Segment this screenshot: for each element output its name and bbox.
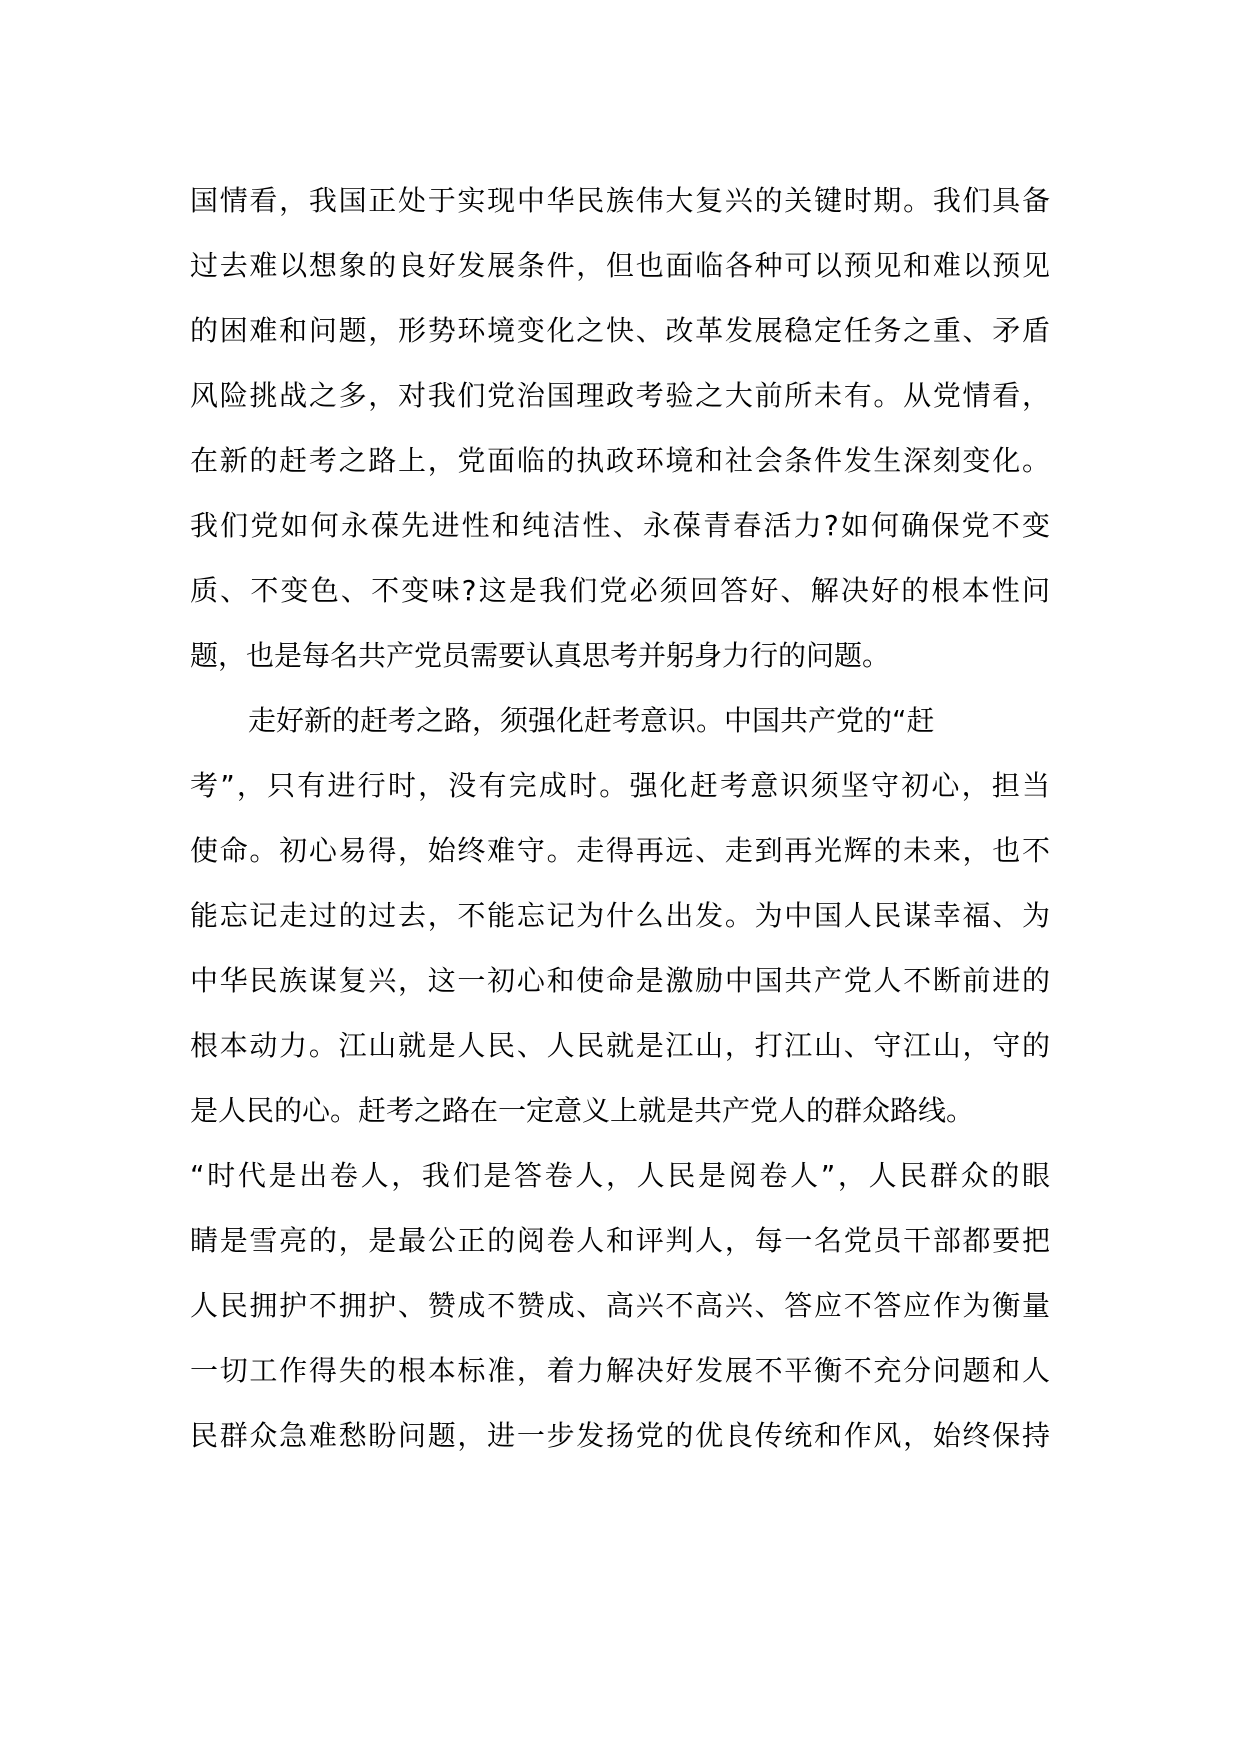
text-line: 使命。初心易得，始终难守。走得再远、走到再光辉的未来，也不: [190, 834, 1050, 867]
text-line: 国情看，我国正处于实现中华民族伟大复兴的关键时期。我们具备: [190, 184, 1050, 217]
text-line: 的困难和问题，形势环境变化之快、改革发展稳定任务之重、矛盾: [190, 314, 1050, 347]
text-line: 在新的赶考之路上，党面临的执政环境和社会条件发生深刻变化。: [190, 444, 1050, 477]
text-line: 能忘记走过的过去，不能忘记为什么出发。为中国人民谋幸福、为: [190, 899, 1050, 932]
text-line: 人民拥护不拥护、赞成不赞成、高兴不高兴、答应不答应作为衡量: [190, 1289, 1050, 1322]
text-line: 根本动力。江山就是人民、人民就是江山，打江山、守江山，守的: [190, 1029, 1050, 1062]
text-line: 睛是雪亮的，是最公正的阅卷人和评判人，每一名党员干部都要把: [190, 1224, 1050, 1257]
text-line: 考”，只有进行时，没有完成时。强化赶考意识须坚守初心，担当: [190, 769, 1050, 802]
paragraph-start-line: 走好新的赶考之路，须强化赶考意识。中国共产党的“赶: [248, 704, 935, 737]
text-line: “时代是出卷人，我们是答卷人，人民是阅卷人”，人民群众的眼: [190, 1159, 1050, 1192]
body-text: [190, 168, 1050, 1468]
text-line: 一切工作得失的根本标准，着力解决好发展不平衡不充分问题和人: [190, 1354, 1050, 1387]
text-line: 民群众急难愁盼问题，进一步发扬党的优良传统和作风，始终保持: [190, 1419, 1050, 1452]
text-line: 我们党如何永葆先进性和纯洁性、永葆青春活力?如何确保党不变: [190, 509, 1050, 542]
text-line: 是人民的心。赶考之路在一定意义上就是共产党人的群众路线。: [190, 1094, 975, 1127]
text-line: 风险挑战之多，对我们党治国理政考验之大前所未有。从党情看，: [190, 379, 1050, 412]
text-line: 质、不变色、不变味?这是我们党必须回答好、解决好的根本性问: [190, 574, 1050, 607]
text-line: 过去难以想象的良好发展条件，但也面临各种可以预见和难以预见: [190, 249, 1050, 282]
text-line: 中华民族谋复兴，这一初心和使命是激励中国共产党人不断前进的: [190, 964, 1050, 997]
text-line: 题，也是每名共产党员需要认真思考并躬身力行的问题。: [190, 639, 891, 672]
